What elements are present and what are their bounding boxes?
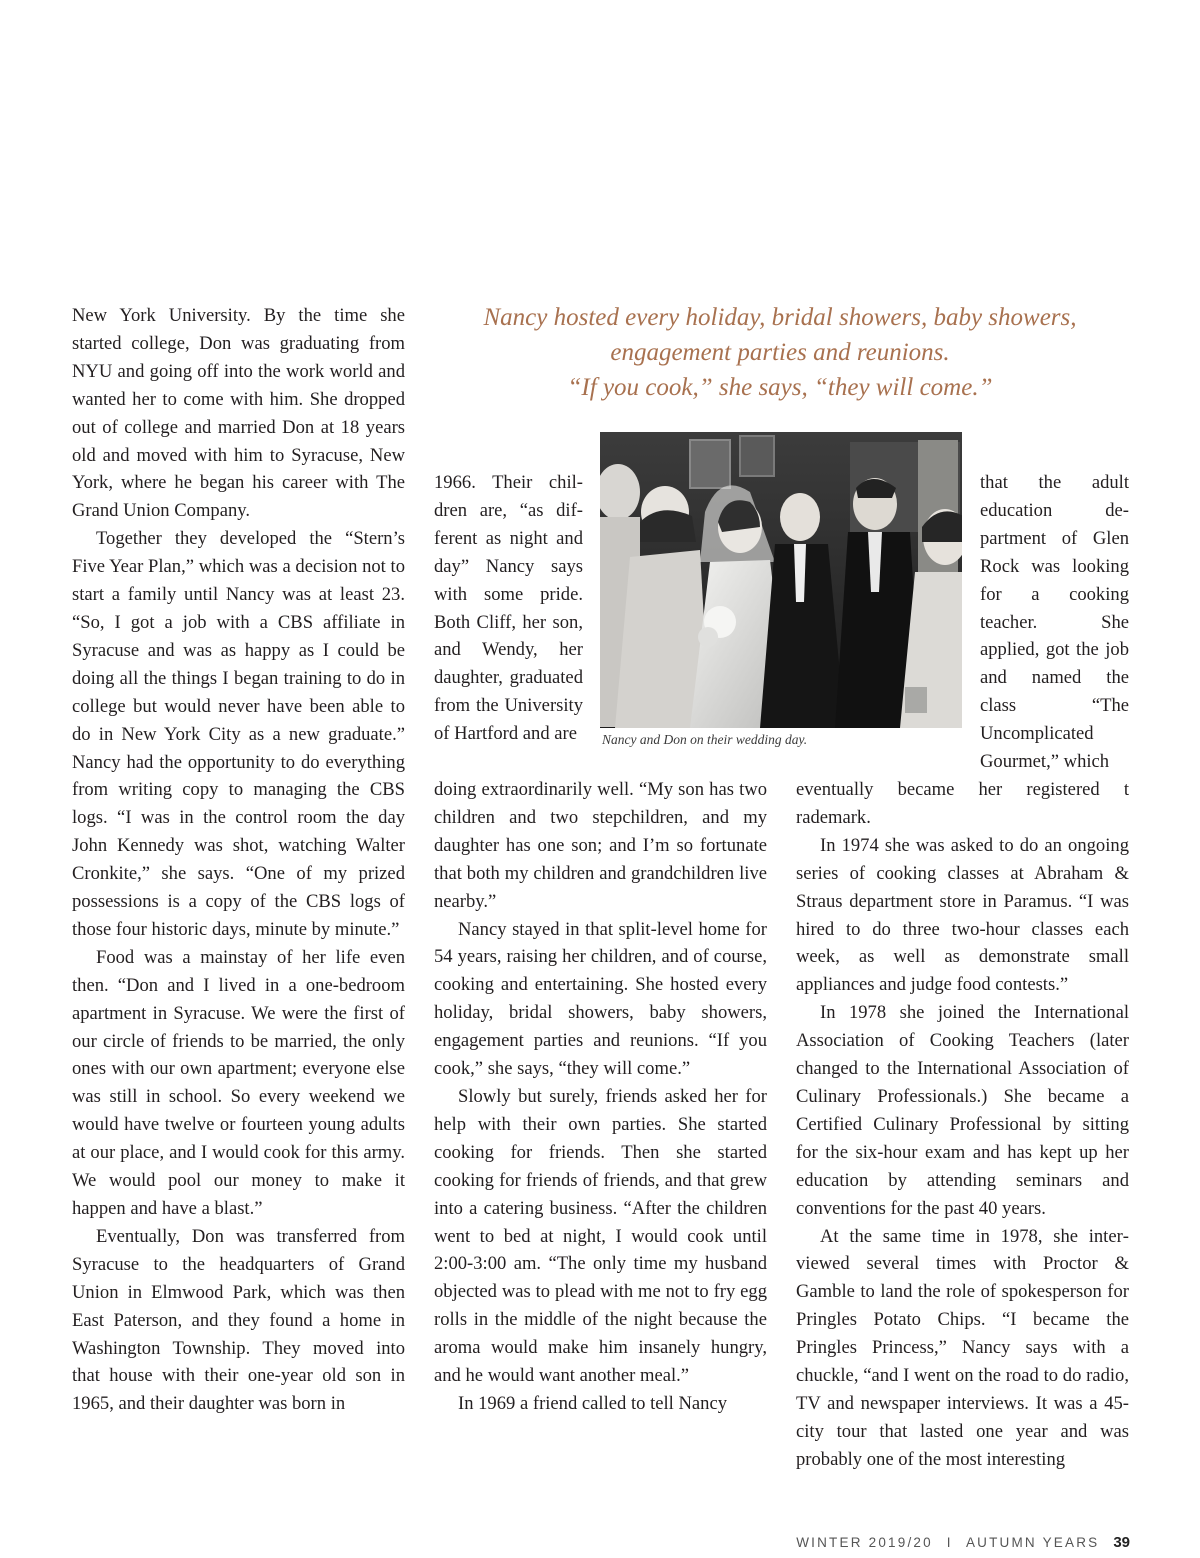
paragraph: Together they developed the “Stern’s Five Year Plan,” which was a decision not to start a family until Nancy was at least 23. “So, I got a job with a CBS affiliate in Syracuse and was as happy as I could be doing all the things I began training to do in college but would never have been able to do in New York City as a new graduate.” Nancy had the opportunity to do everything from writing copy to managing the CBS logs. “I was in the control room the day John Kennedy was shot, watching Walter Cronkite,” she says. “One of my prized possessions is a copy of the CBS logs of those four historic days, minute by minute.” xyxy=(72,528,405,940)
paragraph: In 1978 she joined the International Association of Cooking Teachers (later changed to the International Association of Culinary Professionals.) She became a Certified Culinary Professional by sitting for the six-hour exam and has kept up her education by attending seminars and conventions for the past 40 years. xyxy=(796,1002,1129,1219)
paragraph: that the adult education department of Glen Rock was looking for a cooking teacher. She applied, got the job and named the class “The Uncomplicated Gourmet,” which xyxy=(980,472,1129,773)
page-number: 39 xyxy=(1113,1534,1130,1551)
wedding-photo xyxy=(600,432,962,728)
paragraph: eventually became her registered t rademark. xyxy=(796,779,1129,828)
article-column-2 xyxy=(434,776,767,1418)
paragraph: New York University. By the time she started college, Don was graduating from NYU and going off into the work world and wanted her to come with him. She dropped out of college and married Don at 18 years old and moved with him to Syracuse, New York, where he began his career with The Grand Union Company. xyxy=(72,305,405,522)
paragraph: At the same time in 1978, she interviewed several times with Proctor & Gamble to land the role of spokesperson for Pringles Potato Chips. “I became the Pringles Princess,” Nancy says with a chuckle, “and I went on the road to do radio, TV and newspaper interviews. It was a 45-city tour that lasted one year and was probably one of the most interesting xyxy=(796,1225,1129,1470)
paragraph: Slowly but surely, friends asked her for help with their own parties. She started cooking for friends. Then she started cooking for friends of friends, and that grew into a catering business. “After the children went to bed at night, I would cook until 2:00-3:00 am. “The only time my husband objected was to plead with me not to fry egg rolls in the middle of the night because the aroma would make him insanely hungry, and he would want another meal.” xyxy=(434,1085,767,1387)
paragraph: Food was a mainstay of her life even then. “Don and I lived in a one-bedroom apartment in Syracuse. We were the first of our circle of friends to be married, the only ones with our own apartment; everyone else was still in school. So every weekend we would have twelve or fourteen young adults at our place, and I would cook for this army. We would pool our money to make it happen and have a blast.” xyxy=(72,946,405,1219)
footer-publication: AUTUMN YEARS xyxy=(965,1535,1100,1550)
paragraph: 1966. Their children are, “as different as night and day” Nancy says with some pride. Both Cliff, her son, and Wendy, her daughter, graduated from the University of Hartford and are xyxy=(434,472,583,745)
article-column-1 xyxy=(72,302,405,1418)
pull-quote-line: engagement parties and reunions. xyxy=(610,339,950,366)
article-column-3-wrap xyxy=(980,469,1129,776)
pull-quote xyxy=(430,300,1130,405)
pull-quote-line: “If you cook,” she says, “they will come.” xyxy=(567,374,993,401)
photo-caption: Nancy and Don on their wedding day. xyxy=(602,732,808,747)
page-footer xyxy=(700,1534,1130,1551)
footer-issue: WINTER 2019/20 xyxy=(796,1535,933,1550)
paragraph: In 1969 a friend called to tell Nancy xyxy=(458,1392,727,1414)
wedding-photo-image xyxy=(600,432,962,728)
pull-quote-line: Nancy hosted every holiday, bridal showers, baby showers, xyxy=(483,304,1077,331)
paragraph: doing extraordinarily well. “My son has two children and two stepchildren, and my daughter has one son; and I’m so fortunate that both my children and grandchildren live nearby.” xyxy=(434,779,767,912)
article-column-3 xyxy=(796,776,1129,1474)
paragraph: In 1974 she was asked to do an ongoing series of cooking classes at Abraham & Straus department store in Paramus. “I was hired to do three two-hour classes each week, as well as demonstrate small appliances and judge food contests.” xyxy=(796,834,1129,996)
footer-separator: I xyxy=(946,1535,953,1550)
article-column-2-wrap xyxy=(434,469,583,748)
paragraph: Nancy stayed in that split-level home for 54 years, raising her children, and of course, cooking and entertaining. She hosted every holiday, bridal showers, baby showers, engagement parties and reunions. “If you cook,” she says, “they will come.” xyxy=(434,918,767,1080)
paragraph: Eventually, Don was transferred from Syracuse to the headquarters of Grand Union in Elmwood Park, which was then East Paterson, and they found a home in Washington Township. They moved into that house with their one-year old son in 1965, and their daughter was born in xyxy=(72,1225,405,1415)
